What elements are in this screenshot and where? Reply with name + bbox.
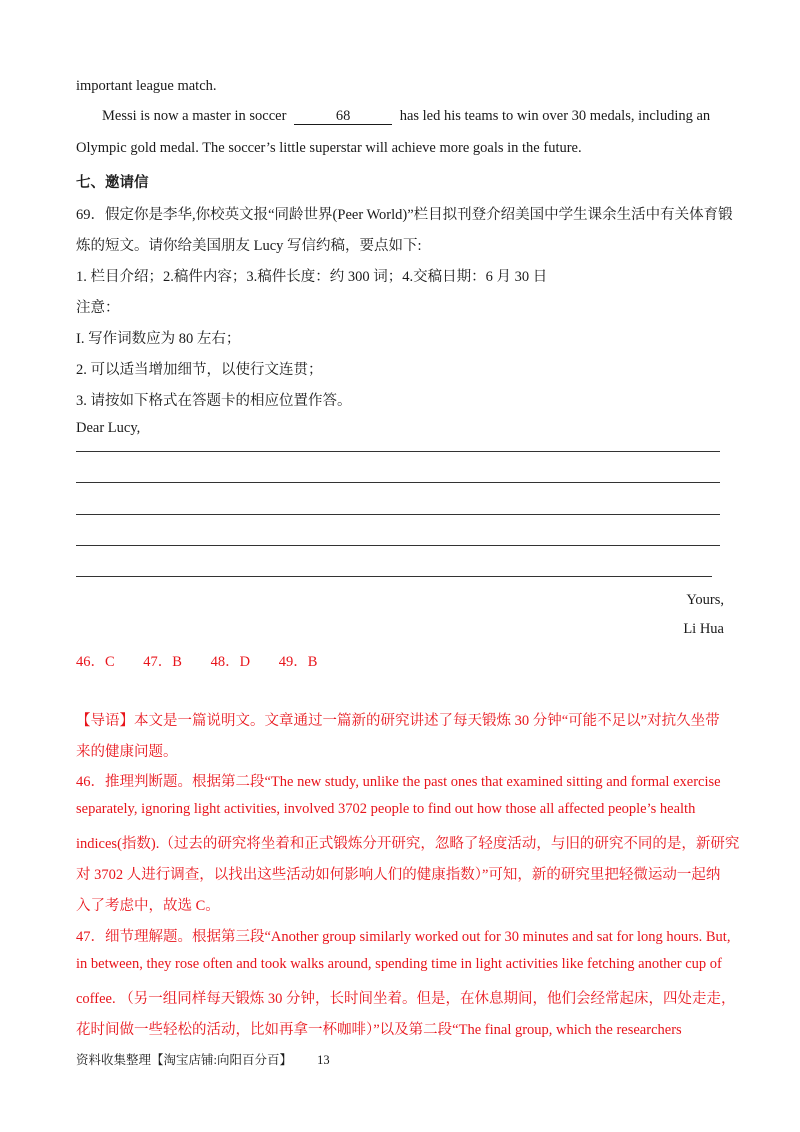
answer-blank-68: 68	[294, 109, 392, 125]
explanation-47: 47．细节理解题。根据第三段“Another group similarly worked out for 30 minutes and sat for long hours. But,	[76, 929, 731, 945]
explanation-46: 46．推理判断题。根据第二段“The new study, unlike the past ones that examined sitting and formal exercise	[76, 774, 721, 790]
explanation-46: separately, ignoring light activities, involved 3702 people to find out how those all affected people’s health	[76, 801, 696, 817]
writing-line	[76, 576, 712, 577]
answer-49: 49．B	[278, 654, 318, 670]
answer-46: 46．C	[76, 654, 115, 670]
explanation-47: in between, they rose often and took walks around, spending time in light activities like fetching another cup of	[76, 956, 722, 972]
explanation-46: indices(指数).（过去的研究将坐着和正式锻炼分开研究，忽略了轻度活动，与旧的研究不同的是，新研究	[76, 836, 740, 852]
explanation-46: 对 3702 人进行调查，以找出这些活动如何影响人们的健康指数）”可知，新的研究里把轻微运动一起纳	[76, 867, 721, 883]
section-heading: 七、邀请信	[76, 175, 149, 191]
passage-line-with-blank	[102, 108, 724, 125]
note-item: 2. 可以适当增加细节，以使行文连贯；	[76, 362, 323, 378]
footer-source: 资料收集整理【淘宝店铺:向阳百分百】	[76, 1053, 292, 1067]
passage-text: Messi is now a master in soccer	[102, 108, 287, 124]
letter-closing: Yours,	[686, 592, 724, 608]
question-69-text: 炼的短文。请你给美国朋友 Lucy 写信约稿，要点如下:	[76, 238, 422, 254]
note-heading: 注意：	[76, 300, 120, 316]
explanation-47: coffee. （另一组同样每天锻炼 30 分钟，长时间坐着。但是，在休息期间，他们会经常起床，四处走走，	[76, 991, 736, 1007]
answer-key	[76, 650, 724, 671]
question-69-text: 69．假定你是李华,你校英文报“同龄世界(Peer World)”栏目拟刊登介绍美国中学生课余生活中有关体育锻	[76, 207, 733, 223]
writing-line	[76, 545, 720, 546]
note-item: I. 写作词数应为 80 左右；	[76, 331, 241, 347]
explanation-intro: 【导语】本文是一篇说明文。文章通过一篇新的研究讲述了每天锻炼 30 分钟“可能不足以”对抗久坐带	[76, 713, 720, 729]
writing-line	[76, 514, 720, 515]
passage-text: has led his teams to win over 30 medals, including an	[399, 108, 711, 124]
answer-48: 48．D	[210, 654, 251, 670]
explanation-46: 入了考虑中，故选 C。	[76, 898, 220, 914]
question-69-points: 1. 栏目介绍；2.稿件内容；3.稿件长度：约 300 词；4.交稿日期：6 月 30 日	[76, 269, 548, 285]
note-item: 3. 请按如下格式在答题卡的相应位置作答。	[76, 393, 352, 409]
page-number: 13	[317, 1053, 330, 1067]
writing-line	[76, 451, 720, 452]
passage-line: Olympic gold medal. The soccer’s little superstar will achieve more goals in the future.	[76, 140, 582, 156]
letter-salutation: Dear Lucy,	[76, 420, 141, 436]
explanation-47: 花时间做一些轻松的活动，比如再拿一杯咖啡）”以及第二段“The final group, which the researchers	[76, 1022, 682, 1038]
writing-line	[76, 482, 720, 483]
passage-line: important league match.	[76, 78, 217, 94]
letter-signature: Li Hua	[683, 621, 724, 637]
answer-47: 47．B	[143, 654, 182, 670]
page-footer	[76, 1050, 330, 1068]
explanation-intro: 来的健康问题。	[76, 744, 178, 760]
